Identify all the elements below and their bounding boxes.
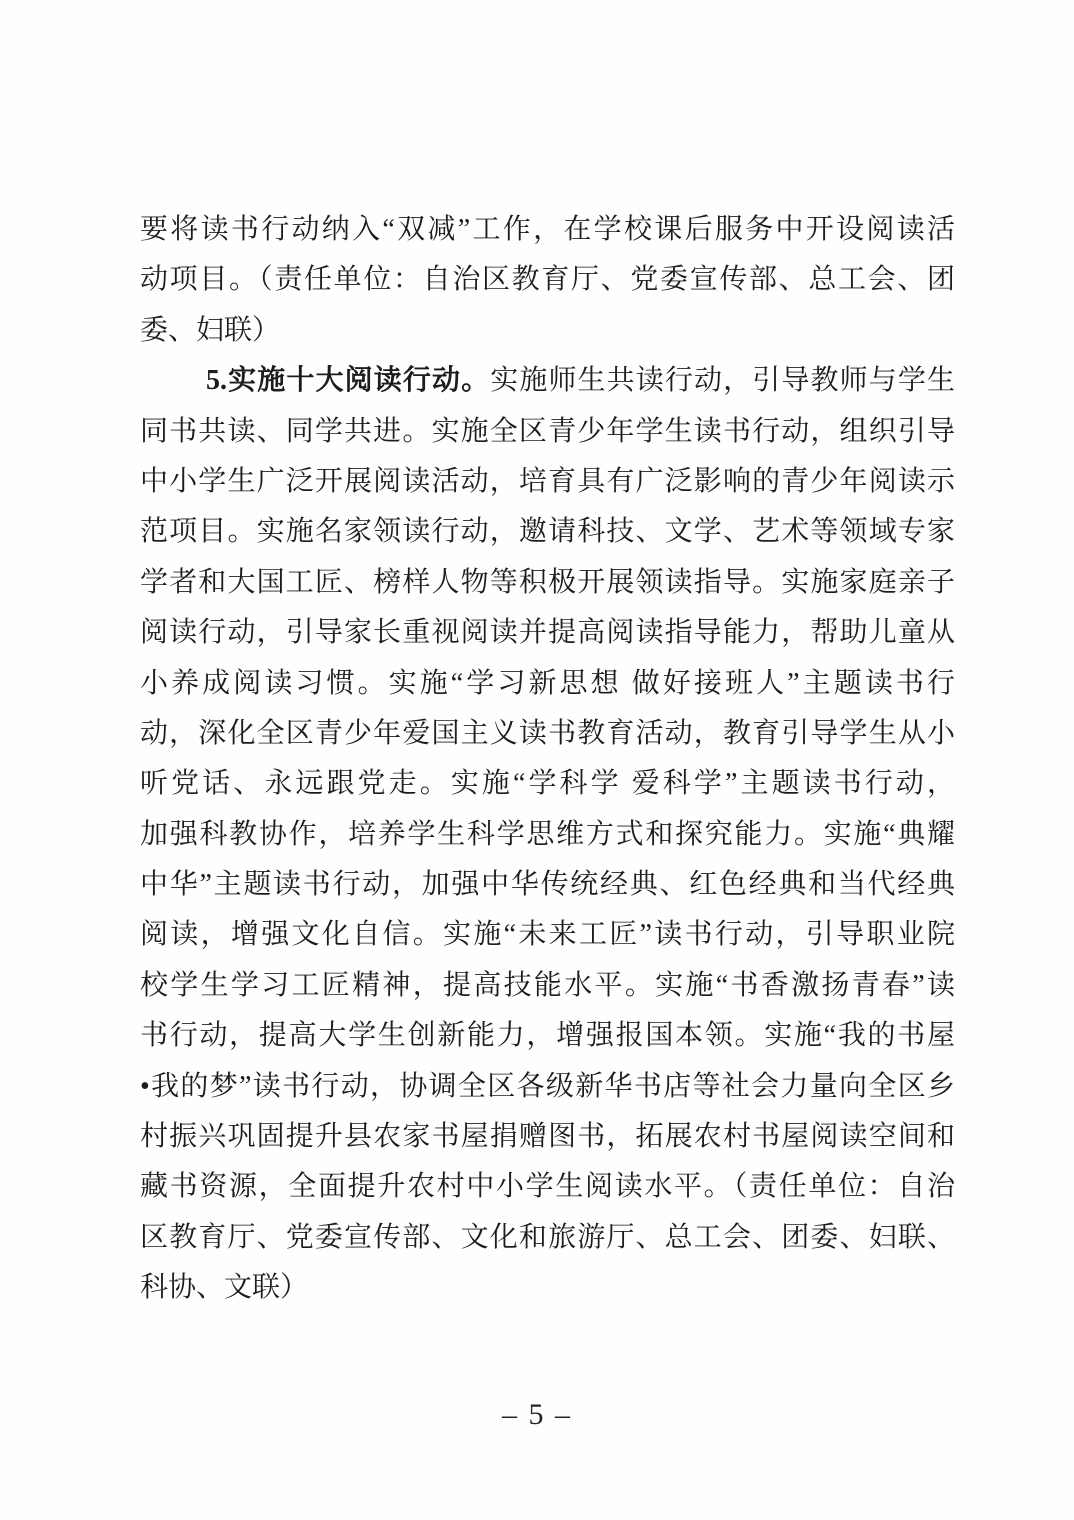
text-line: 书行动，提高大学生创新能力，增强报国本领。实施“我的书屋 <box>140 1020 955 1052</box>
text-line: 要将读书行动纳入“双减”工作，在学校课后服务中开设阅读活 <box>140 214 955 245</box>
text-line: 中华”主题读书行动，加强中华传统经典、红色经典和当代经典 <box>140 869 955 901</box>
text-line: 校学生学习工匠精神，提高技能水平。实施“书香激扬青春”读 <box>140 969 955 1001</box>
text-line: 村振兴巩固提升县农家书屋捐赠图书，拓展农村书屋阅读空间和 <box>140 1121 955 1153</box>
text-run: 实施师生共读行动，引导教师与学生 <box>490 365 955 397</box>
text-line: 同书共读、同学共进。实施全区青少年学生读书行动，组织引导 <box>140 415 955 447</box>
page-number: – 5 – <box>502 1398 572 1431</box>
text-line: 听党话、永远跟党走。实施“学科学 爱科学”主题读书行动， <box>140 768 955 800</box>
text-line: 藏书资源，全面提升农村中小学生阅读水平。（责任单位：自治 <box>140 1171 955 1203</box>
paragraph-5-heading: 5.实施十大阅读行动。 <box>206 365 491 397</box>
text-line: 动，深化全区青少年爱国主义读书教育活动，教育引导学生从小 <box>140 717 955 749</box>
text-line: 学者和大国工匠、榜样人物等积极开展领读指导。实施家庭亲子 <box>140 566 955 598</box>
paragraph-4-last-line: 委、妇联） <box>140 314 281 346</box>
text-line: 动项目。（责任单位：自治区教育厅、党委宣传部、总工会、团 <box>140 264 955 296</box>
paragraph-5-first-line <box>140 356 955 406</box>
body-text <box>140 205 955 1314</box>
text-line: 阅读行动，引导家长重视阅读并提高阅读指导能力，帮助儿童从 <box>140 617 955 649</box>
text-line: •我的梦”读书行动，协调全区各级新华书店等社会力量向全区乡 <box>140 1070 955 1102</box>
text-line: 区教育厅、党委宣传部、文化和旅游厅、总工会、团委、妇联、 <box>140 1221 955 1253</box>
text-line: 小养成阅读习惯。实施“学习新思想 做好接班人”主题读书行 <box>140 667 955 699</box>
paragraph-5-last-line: 科协、文联） <box>140 1272 309 1304</box>
text-line: 范项目。实施名家领读行动，邀请科技、文学、艺术等领域专家 <box>140 516 955 548</box>
text-line: 阅读，增强文化自信。实施“未来工匠”读书行动，引导职业院 <box>140 919 955 951</box>
text-line: 中小学生广泛开展阅读活动，培育具有广泛影响的青少年阅读示 <box>140 465 955 497</box>
text-line: 加强科教协作，培养学生科学思维方式和探究能力。实施“典耀 <box>140 818 955 850</box>
